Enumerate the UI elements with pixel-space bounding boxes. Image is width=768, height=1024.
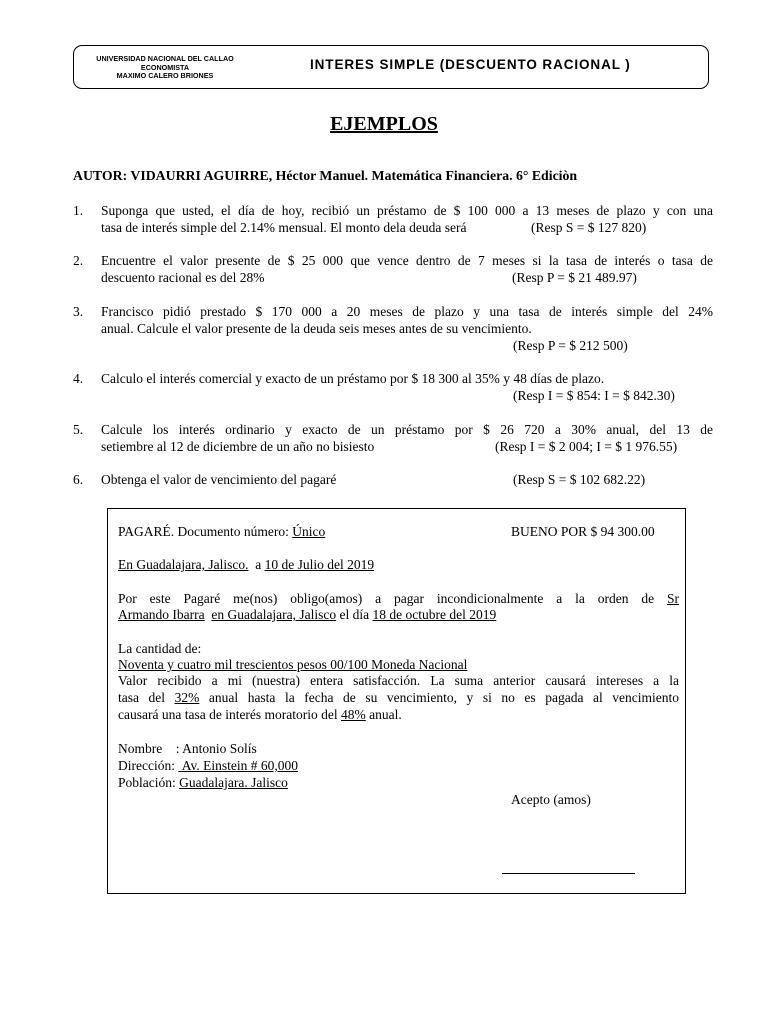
example-number: 3. bbox=[73, 304, 84, 319]
pagare-name-label: Nombre bbox=[118, 741, 163, 756]
example-number: 2. bbox=[73, 253, 84, 268]
institution-name: UNIVERSIDAD NACIONAL DEL CALLAO bbox=[96, 54, 234, 63]
example-text: Encuentre el valor presente de $ 25 000 que vence dentro de 7 meses si la tasa de interés o tasa de bbox=[101, 253, 713, 268]
institution-block bbox=[82, 55, 248, 81]
pagare-city-line bbox=[118, 775, 679, 792]
pagare-moratorio-line bbox=[118, 707, 679, 724]
example-item bbox=[73, 252, 713, 286]
example-number: 5. bbox=[73, 422, 84, 437]
example-answer: (Resp I = $ 854: I = $ 842.30) bbox=[513, 388, 675, 403]
pagare-rate-line bbox=[118, 690, 679, 707]
example-item bbox=[73, 202, 713, 236]
example-text: tasa de interés simple del 2.14% mensual. El monto dela deuda será (Resp S = $ 127 820) bbox=[101, 220, 647, 235]
pagare-city-label: Población: bbox=[118, 775, 176, 790]
pagare-pay-date-prefix: el día bbox=[339, 607, 370, 622]
pagare-city-value: Guadalajara. Jalisco bbox=[179, 775, 288, 790]
pagare-name-line bbox=[118, 741, 679, 758]
example-number: 4. bbox=[73, 371, 84, 386]
page-title: EJEMPLOS bbox=[330, 113, 438, 135]
example-text: descuento racional es del 28% (Resp P = $ 21 489.97) bbox=[101, 270, 637, 285]
pagare-name-value: : Antonio Solís bbox=[175, 741, 257, 756]
author-name: MAXIMO CALERO BRIONES bbox=[116, 71, 214, 80]
pagare-address-value: Av. Einstein # 60,000 bbox=[181, 758, 298, 773]
example-text: Calculo el interés comercial y exacto de un préstamo por $ 18 300 al 35% y 48 días de plazo. bbox=[101, 371, 605, 386]
pagare-accept: Acepto (amos) bbox=[511, 792, 591, 807]
pagare-payee: Armando Ibarra bbox=[118, 607, 205, 622]
pagare-amount-words: Noventa y cuatro mil trescientos pesos 00/100 Moneda Nacional bbox=[118, 657, 468, 672]
example-answer: (Resp S = $ 127 820) bbox=[531, 220, 647, 235]
pagare-amount-line bbox=[118, 657, 679, 674]
pagare-date-prefix: a bbox=[255, 557, 262, 572]
pagare-moratorio-rate: 48% bbox=[341, 707, 366, 722]
pagare-header-line bbox=[118, 524, 679, 541]
example-text: setiembre al 12 de diciembre de un año no bisiesto (Resp I = $ 2 004; I = $ 1 976.55) bbox=[101, 439, 678, 454]
example-item bbox=[73, 303, 713, 354]
example-item bbox=[73, 421, 713, 455]
example-answer: (Resp P = $ 21 489.97) bbox=[512, 270, 637, 285]
pagare-document bbox=[107, 508, 686, 894]
example-answer: (Resp S = $ 102 682.22) bbox=[513, 472, 646, 487]
example-text: anual. Calcule el valor presente de la deuda seis meses antes de su vencimiento. bbox=[101, 321, 532, 336]
institution-subtitle: ECONOMISTA bbox=[140, 62, 190, 72]
pagare-address-line bbox=[118, 758, 679, 775]
example-answer: (Resp P = $ 212 500) bbox=[513, 338, 628, 353]
pagare-rate-prefix: tasa del bbox=[118, 690, 166, 705]
pagare-payee-line bbox=[118, 607, 679, 624]
pagare-pay-date: 18 de octubre del 2019 bbox=[372, 607, 497, 622]
example-text: Francisco pidió prestado $ 170 000 a 20 meses de plazo y una tasa de interés simple del 24% bbox=[101, 304, 713, 319]
example-item bbox=[73, 471, 713, 488]
example-number: 1. bbox=[73, 203, 84, 218]
signature-line bbox=[502, 873, 635, 874]
example-text: Obtenga el valor de vencimiento del pagaré (Resp S = $ 102 682.22) bbox=[101, 472, 646, 487]
example-number: 6. bbox=[73, 472, 84, 487]
example-answer: (Resp I = $ 2 004; I = $ 1 976.55) bbox=[495, 439, 678, 454]
pagare-payee-title: Sr bbox=[666, 591, 679, 606]
pagare-place-date bbox=[118, 557, 679, 574]
pagare-place: En Guadalajara, Jalisco. bbox=[118, 557, 249, 572]
header-title: INTERES SIMPLE (DESCUENTO RACIONAL ) bbox=[310, 57, 631, 72]
pagare-moratorio-prefix: causará una tasa de interés moratorio del bbox=[118, 707, 338, 722]
pagare-amount-label: La cantidad de: bbox=[118, 641, 202, 656]
example-text: Suponga que usted, el día de hoy, recibió un préstamo de $ 100 000 a 13 meses de plazo y con una bbox=[101, 203, 713, 218]
pagare-received-line: Valor recibido a mi (nuestra) entera satisfacción. La suma anterior causará intereses a la bbox=[118, 673, 679, 688]
pagare-moratorio-suffix: anual. bbox=[369, 707, 402, 722]
pagare-rate: 32% bbox=[174, 690, 200, 705]
pagare-doc-label: PAGARÉ. Documento número: bbox=[118, 524, 289, 539]
pagare-doc-number: Único bbox=[292, 524, 326, 539]
pagare-address-label: Dirección: bbox=[118, 758, 175, 773]
pagare-pay-place: en Guadalajara, Jalisco bbox=[211, 607, 337, 622]
document-header bbox=[73, 45, 709, 89]
author-reference: AUTOR: VIDAURRI AGUIRRE, Héctor Manuel. Matemática Financiera. 6° Ediciòn bbox=[73, 168, 578, 183]
example-item bbox=[73, 370, 713, 404]
pagare-promise-text: Por este Pagaré me(nos) obligo(amos) a pagar incondicionalmente a la orden de bbox=[118, 591, 655, 606]
pagare-rate-suffix: anual hasta la fecha de su vencimiento, y si no es pagada al vencimiento bbox=[208, 690, 680, 705]
pagare-promise-line bbox=[118, 591, 679, 608]
example-text: Calcule los interés ordinario y exacto de un préstamo por $ 26 720 a 30% anual, del 13 de bbox=[101, 422, 713, 437]
pagare-bueno-por: BUENO POR $ 94 300.00 bbox=[511, 524, 655, 539]
pagare-date: 10 de Julio del 2019 bbox=[264, 557, 375, 572]
